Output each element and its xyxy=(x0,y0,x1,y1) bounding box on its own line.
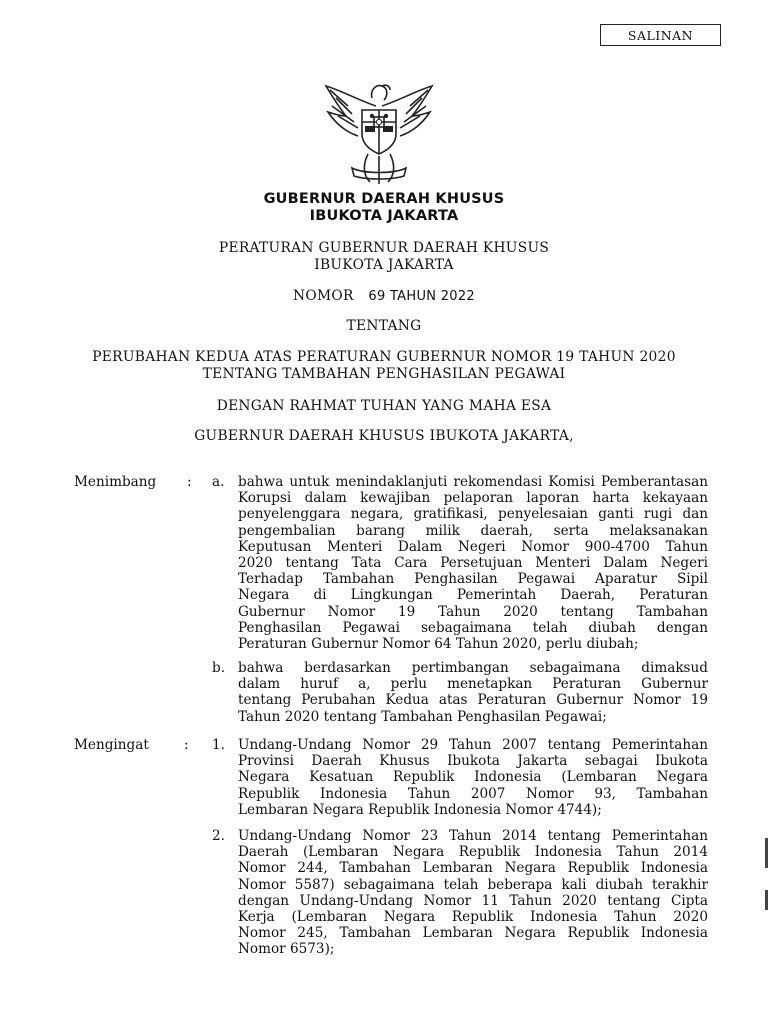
text-line: pengembalian barang milik daerah, serta melaksanakan xyxy=(238,522,708,539)
governor-title-line2: IBUKOTA JAKARTA xyxy=(309,208,459,224)
item-marker-b: b. xyxy=(212,660,226,676)
number-value: 69 TAHUN 2022 xyxy=(368,289,476,304)
text-line: Daerah (Lembaran Negara Republik Indonesia Tahun 2014 xyxy=(238,844,708,861)
text-line: Tahun 2020 tentang Tambahan Penghasilan Pegawai; xyxy=(238,708,607,725)
text-line: Nomor 5587) sebagaimana telah beberapa kali diubah terakhir xyxy=(238,876,708,893)
menimbang-colon: : xyxy=(187,474,192,490)
text-line: bahwa untuk menindaklanjuti rekomendasi Komisi Pemberantasan xyxy=(238,474,708,490)
mengingat-item-2 xyxy=(238,828,708,958)
text-line: Nomor 244, Tambahan Lembaran Negara Republik Indonesia xyxy=(238,860,708,877)
text-line: dengan Undang-Undang Nomor 11 Tahun 2020 tentang Cipta xyxy=(238,892,708,909)
item-marker-1: 1. xyxy=(212,737,225,753)
text-line: bahwa berdasarkan pertimbangan sebagaimana dimaksud xyxy=(238,660,708,676)
text-line: Provinsi Daerah Khusus Ibukota Jakarta sebagai Ibukota xyxy=(238,753,708,770)
menimbang-label: Menimbang xyxy=(74,474,157,490)
issuer-line: GUBERNUR DAERAH KHUSUS IBUKOTA JAKARTA, xyxy=(194,428,574,444)
governor-title-line1: GUBERNUR DAERAH KHUSUS xyxy=(263,191,505,207)
subject-line1: PERUBAHAN KEDUA ATAS PERATURAN GUBERNUR NOMOR 19 TAHUN 2020 xyxy=(92,349,676,365)
text-line: penyelenggara negara, gratifikasi, penyelesaian ganti rugi dan xyxy=(238,506,708,523)
tentang-heading: TENTANG xyxy=(346,318,422,334)
item-marker-a: a. xyxy=(212,474,225,490)
blessing-line: DENGAN RAHMAT TUHAN YANG MAHA ESA xyxy=(216,398,552,414)
text-line: Nomor 6573); xyxy=(238,941,335,958)
text-line: 2020 tentang Tata Cara Persetujuan Menteri Dalam Negeri xyxy=(238,555,708,572)
text-line: tentang Perubahan Kedua atas Peraturan Gubernur Nomor 19 xyxy=(238,692,708,709)
text-line: Negara di Lingkungan Pemerintah Daerah, Peraturan xyxy=(238,587,708,604)
text-line: Republik Indonesia Tahun 2007 Nomor 93, Tambahan xyxy=(238,785,708,802)
text-line: Korupsi dalam kewajiban pelaporan laporan harta kekayaan xyxy=(238,490,708,507)
text-line: Undang-Undang Nomor 29 Tahun 2007 tentang Pemerintahan xyxy=(238,737,708,753)
salinan-stamp: SALINAN xyxy=(600,24,721,46)
text-line: Lembaran Negara Republik Indonesia Nomor 4744); xyxy=(238,801,602,818)
garuda-emblem-icon xyxy=(318,76,440,194)
subject-line2: TENTANG TAMBAHAN PENGHASILAN PEGAWAI xyxy=(202,366,566,382)
item-marker-2: 2. xyxy=(212,828,225,844)
menimbang-item-a xyxy=(238,474,708,652)
regulation-title-line1: PERATURAN GUBERNUR DAERAH KHUSUS xyxy=(218,240,550,256)
text-line: Nomor 245, Tambahan Lembaran Negara Republik Indonesia xyxy=(238,925,708,942)
text-line: Keputusan Menteri Dalam Negeri Nomor 900-4700 Tahun xyxy=(238,538,708,555)
text-line: Gubernur Nomor 19 Tahun 2020 tentang Tambahan xyxy=(238,603,708,620)
text-line: Terhadap Tambahan Penghasilan Pegawai Aparatur Sipil xyxy=(238,571,708,588)
regulation-number xyxy=(0,288,768,305)
menimbang-item-b xyxy=(238,660,708,725)
text-line: Penghasilan Pegawai sebagaimana telah diubah dengan xyxy=(238,619,708,636)
mengingat-colon: : xyxy=(184,737,189,753)
text-line: dalam huruf a, perlu menetapkan Peraturan Gubernur xyxy=(238,676,708,693)
text-line: Peraturan Gubernur Nomor 64 Tahun 2020, perlu diubah; xyxy=(238,636,639,653)
number-label: NOMOR xyxy=(292,288,354,304)
mengingat-item-1 xyxy=(238,737,708,818)
mengingat-label: Mengingat xyxy=(74,737,149,753)
regulation-title-line2: IBUKOTA JAKARTA xyxy=(314,257,454,273)
text-line: Negara Kesatuan Republik Indonesia (Lembaran Negara xyxy=(238,769,708,786)
text-line: Undang-Undang Nomor 23 Tahun 2014 tentang Pemerintahan xyxy=(238,828,708,844)
text-line: Kerja (Lembaran Negara Republik Indonesia Tahun 2020 xyxy=(238,909,708,926)
